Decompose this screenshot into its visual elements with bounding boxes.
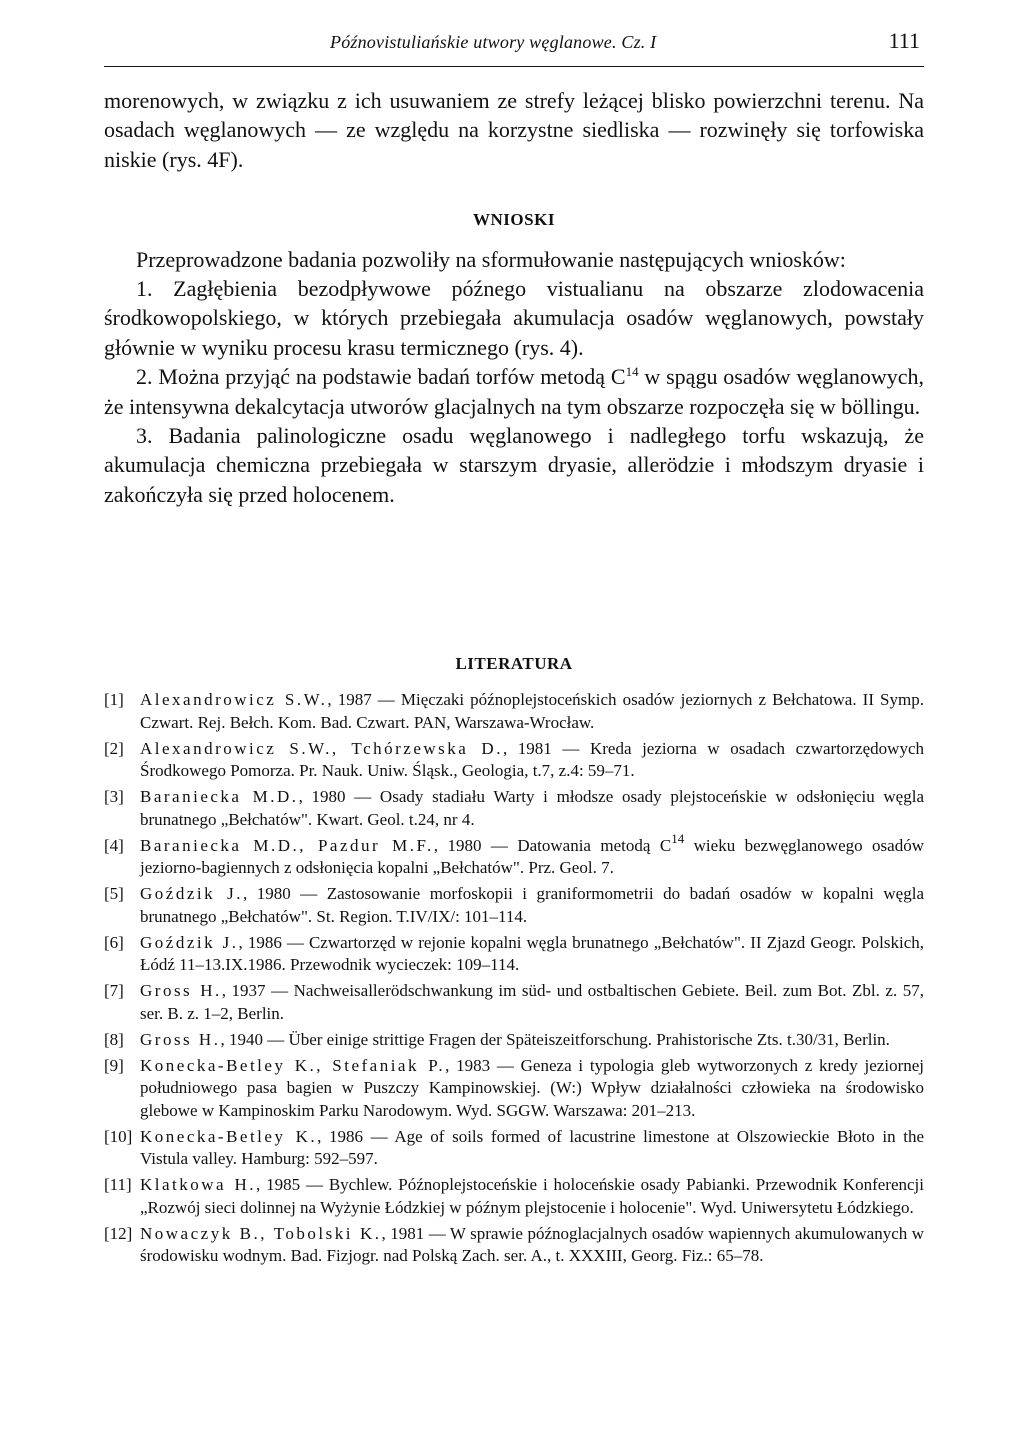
reference-item bbox=[104, 883, 924, 928]
reference-details: wieku bezwęglanowego osadów jeziorno-bagiennych z odsłonięcia kopalni „Bełchatów". Prz. Geol. 7. bbox=[140, 835, 924, 877]
conclusion-2-text-b: w spągu osadów węglanowych, że intensywna dekalcytacja utworów glacjalnych na tym obszarze rozpoczęła się w böllingu. bbox=[104, 364, 924, 419]
reference-text bbox=[140, 883, 924, 928]
reference-superscript: 14 bbox=[671, 830, 685, 846]
reference-author: Baraniecka M.D., Pazdur M.F. bbox=[140, 835, 434, 855]
reference-number: [6] bbox=[104, 932, 124, 952]
conclusion-3: 3. Badania palinologiczne osadu węglanowego i nadległego torfu wskazują, że akumulacja chemiczna przebiegała w starszym dryasie, allerödzie i młodszym dryasie i zakończyła się przed holocenem. bbox=[104, 423, 924, 507]
reference-number: [10] bbox=[104, 1126, 133, 1146]
reference-details: , 1987 — Mięczaki późnoplejstoceńskich osadów jeziornych z Bełchatowa. II Symp. Czwart. Rej. Bełch. Kom. Bad. Czwart. PAN, Warszawa-Wrocław. bbox=[140, 690, 924, 732]
reference-details: , 1980 — Osady stadiału Warty i młodsze osady plejstoceńskie w odsłonięciu węgla brunatnego „Bełchatów". Kwart. Geol. t.24, nr 4. bbox=[140, 787, 925, 829]
reference-text bbox=[140, 830, 924, 880]
reference-details: , 1981 — Kreda jeziorna w osadach czwartorzędowych Środkowego Pomorza. Pr. Nauk. Uniw. Śląsk., Geologia, t.7, z.4: 59–71. bbox=[140, 738, 924, 780]
reference-text bbox=[140, 1126, 924, 1171]
running-title: Późnovistuliańskie utwory węglanowe. Cz. I bbox=[330, 32, 657, 52]
reference-author: Gross H. bbox=[140, 981, 222, 1000]
reference-text bbox=[140, 1029, 924, 1052]
paragraph-continuation: morenowych, w związku z ich usuwaniem ze strefy leżącej blisko powierzchni terenu. Na osadach węglanowych — ze względu na korzystne siedliska — rozwinęły się torfowiska niskie (rys. 4F). bbox=[104, 88, 924, 172]
reference-details: , 1985 — Bychlew. Późnoplejstoceńskie i holoceńskie osady Pabianki. Przewodnik Konferencji „Rozwój sieci dolinnej na Wyżynie Łódzkiej w późnym plejstocenie i holocenie". Wyd. Uniwersytetu Łódzkiego. bbox=[140, 1175, 924, 1217]
reference-number: [7] bbox=[104, 981, 124, 1000]
reference-author: Goździk J. bbox=[140, 884, 243, 903]
reference-details: , 1986 — Age of soils formed of lacustrine limestone at Olszowieckie Błoto in the Vistula valley. Hamburg: 592–597. bbox=[140, 1126, 924, 1168]
reference-author: Konecka-Betley K., Stefaniak P. bbox=[140, 1055, 446, 1075]
reference-item bbox=[104, 1223, 924, 1268]
reference-list bbox=[104, 689, 924, 1271]
reference-details: , 1980 — Zastosowanie morfoskopii i graniformometrii do badań osadów w kopalni węgla brunatnego „Bełchatów". St. Region. T.IV/IX/: 101–114. bbox=[140, 884, 924, 926]
reference-number: [11] bbox=[104, 1175, 132, 1194]
reference-item bbox=[104, 1174, 924, 1219]
reference-number: [3] bbox=[104, 787, 124, 806]
conclusions-intro: Przeprowadzone badania pozwoliły na sformułowanie następujących wniosków: bbox=[136, 246, 846, 272]
reference-item bbox=[104, 980, 924, 1025]
reference-item bbox=[104, 1055, 924, 1123]
conclusion-2 bbox=[104, 362, 924, 421]
reference-item bbox=[104, 932, 924, 977]
reference-number: [8] bbox=[104, 1029, 124, 1049]
heading-literatura: LITERATURA bbox=[455, 654, 573, 673]
reference-text bbox=[140, 689, 924, 734]
reference-text bbox=[140, 932, 924, 977]
reference-details: , 1983 — Geneza i typologia gleb wytworzonych z kredy jeziornej południowego pasa bagien w Puszczy Kampinowskiej. (W:) Wpływ działalności człowieka na środowisko glebowe w Kampinoskim Parku Narodowym. Wyd. SGGW. Warszawa: 201–213. bbox=[140, 1055, 924, 1120]
reference-text bbox=[140, 1174, 924, 1219]
reference-number: [5] bbox=[104, 884, 124, 903]
conclusion-2-superscript: 14 bbox=[625, 364, 639, 380]
reference-item bbox=[104, 830, 924, 880]
reference-author: Alexandrowicz S.W., Tchórzewska D. bbox=[140, 738, 503, 758]
heading-wnioski: WNIOSKI bbox=[473, 210, 555, 230]
reference-author: Klatkowa H. bbox=[140, 1175, 256, 1194]
reference-item bbox=[104, 1029, 924, 1052]
reference-text bbox=[140, 786, 924, 831]
reference-details: , 1981 — W sprawie późnoglacjalnych osadów wapiennych akumulowanych w środowisku wodnym. Bad. Fizjogr. nad Polską Zach. ser. A., t. XXXIII, Georg. Fiz.: 65–78. bbox=[140, 1223, 924, 1265]
reference-author: Baraniecka M.D. bbox=[140, 787, 299, 806]
conclusion-2-text-a: 2. Można przyjąć na podstawie badań torfów metodą C bbox=[136, 364, 626, 390]
reference-number: [9] bbox=[104, 1055, 124, 1075]
reference-text bbox=[140, 1055, 924, 1123]
reference-details: , 1986 — Czwartorzęd w rejonie kopalni węgla brunatnego „Bełchatów". II Zjazd Geogr. Polskich, Łódź 11–13.IX.1986. Przewodnik wycieczek: 109–114. bbox=[140, 932, 925, 974]
reference-text bbox=[140, 1223, 924, 1268]
reference-number: [1] bbox=[104, 690, 124, 709]
reference-text bbox=[140, 980, 924, 1025]
reference-author: Nowaczyk B., Tobolski K. bbox=[140, 1223, 382, 1243]
reference-item bbox=[104, 689, 924, 734]
reference-author: Goździk J. bbox=[140, 932, 239, 952]
reference-details: , 1937 — Nachweisallerödschwankung im süd- und ostbaltischen Gebiete. Beil. zum Bot. Zbl. z. 57, ser. B. z. 1–2, Berlin. bbox=[140, 981, 924, 1023]
reference-author: Konecka-Betley K. bbox=[140, 1126, 318, 1146]
reference-number: [4] bbox=[104, 835, 124, 855]
body-text bbox=[104, 86, 924, 509]
reference-item bbox=[104, 1126, 924, 1171]
reference-details: , 1980 — Datowania metodą C bbox=[433, 835, 672, 855]
reference-item bbox=[104, 738, 924, 783]
reference-number: [2] bbox=[104, 738, 124, 758]
running-header bbox=[104, 30, 924, 67]
reference-details: , 1940 — Über einige strittige Fragen der Spätеiszeitforschung. Prahistorische Zts. t.30/31, Berlin. bbox=[220, 1029, 890, 1049]
reference-author: Gross H. bbox=[140, 1029, 221, 1049]
reference-item bbox=[104, 786, 924, 831]
conclusion-1: 1. Zagłębienia bezodpływowe późnego vistualianu na obszarze zlodowacenia środkowopolskiego, w których przebiegała akumulacja osadów węglanowych, powstały głównie w wyniku procesu krasu termicznego (rys. 4). bbox=[104, 276, 924, 360]
page-number: 111 bbox=[888, 28, 920, 53]
reference-text bbox=[140, 738, 924, 783]
reference-author: Alexandrowicz S.W. bbox=[140, 690, 328, 709]
reference-number: [12] bbox=[104, 1223, 133, 1243]
